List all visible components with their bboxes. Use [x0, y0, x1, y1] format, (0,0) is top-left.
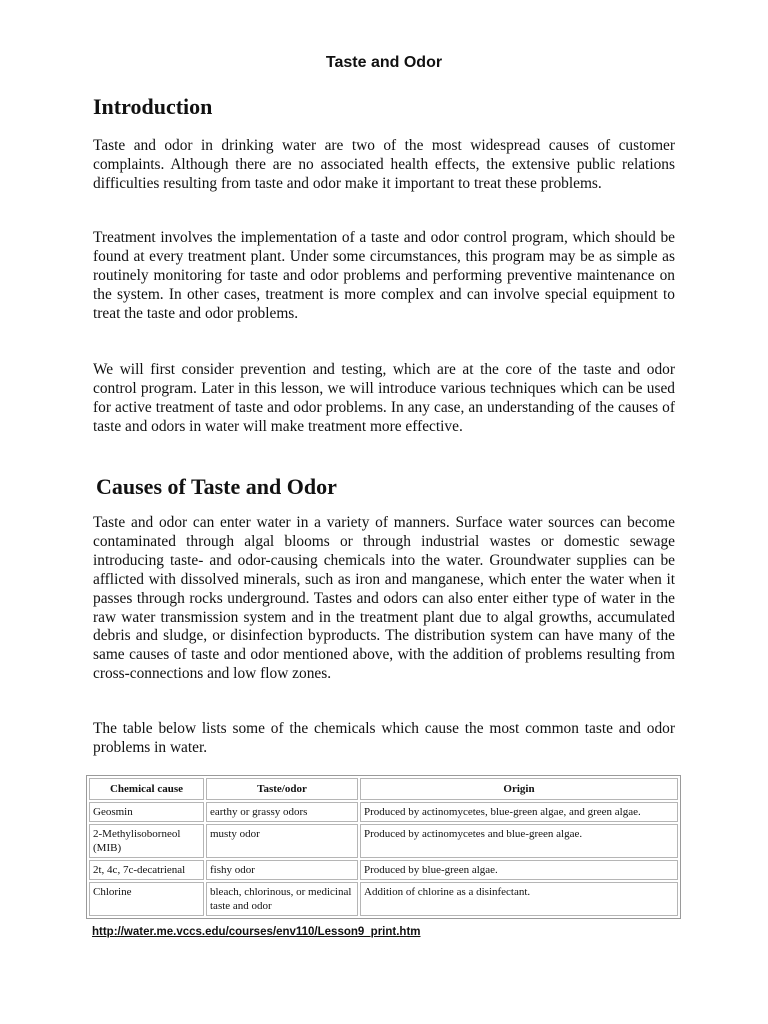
document-title: Taste and Odor: [325, 54, 443, 71]
chemical-causes-table: [86, 775, 681, 919]
table-cell: musty odor: [206, 824, 358, 858]
table-cell: 2-Methylisoborneol (MIB): [89, 824, 204, 858]
table-cell: Geosmin: [89, 802, 204, 822]
table-row: [89, 882, 678, 916]
table-cell: fishy odor: [206, 860, 358, 880]
table-row: [89, 824, 678, 858]
table-cell: 2t, 4c, 7c-decatrienal: [89, 860, 204, 880]
table-header-row: [89, 778, 678, 800]
causes-paragraph-1: Taste and odor can enter water in a variety of manners. Surface water sources can become contaminated through algal blooms or through industrial wastes or domestic sewage introducing taste- and odor-causing chemicals into the water. Groundwater supplies can be afflicted with dissolved minerals, such as iron and manganese, which enter the water when it passes through rocks underground. Tastes and odors can also enter either type of water in the raw water transmission system and in the treatment plant due to algal growths, accumulated debris and sludge, or disinfection byproducts. The distribution system can have many of the same causes of taste and odor mentioned above, with the addition of problems resulting from cross-connections and low flow zones.: [93, 514, 675, 683]
table-cell: Addition of chlorine as a disinfectant.: [360, 882, 678, 916]
intro-paragraph-1: Taste and odor in drinking water are two of the most widespread causes of customer complaints. Although there are no associated health effects, the extensive public relations difficulties resulting from taste and odor make it important to treat these problems.: [93, 137, 675, 192]
table-cell: Produced by actinomycetes and blue-green algae.: [360, 824, 678, 858]
table-cell: Produced by actinomycetes, blue-green algae, and green algae.: [360, 802, 678, 822]
table-row: [89, 860, 678, 880]
causes-paragraph-2: The table below lists some of the chemicals which cause the most common taste and odor problems in water.: [93, 720, 675, 756]
table-row: [89, 802, 678, 822]
source-link[interactable]: http://water.me.vccs.edu/courses/env110/Lesson9_print.htm: [92, 926, 421, 938]
table-cell: Produced by blue-green algae.: [360, 860, 678, 880]
column-header-origin: Origin: [360, 778, 678, 800]
table-cell: Chlorine: [89, 882, 204, 916]
column-header-taste-odor: Taste/odor: [206, 778, 358, 800]
intro-paragraph-3: We will first consider prevention and testing, which are at the core of the taste and odor control program. Later in this lesson, we will introduce various techniques which can be used for active treatment of taste and odor problems. In any case, an understanding of the causes of taste and odors in water will make treatment more effective.: [93, 361, 675, 435]
column-header-chemical-cause: Chemical cause: [89, 778, 204, 800]
causes-heading: Causes of Taste and Odor: [96, 474, 337, 499]
table-cell: bleach, chlorinous, or medicinal taste and odor: [206, 882, 358, 916]
intro-paragraph-2: Treatment involves the implementation of a taste and odor control program, which should be found at every treatment plant. Under some circumstances, this program may be as simple as routinely monitoring for taste and odor problems and performing preventive maintenance on the system. In other cases, treatment is more complex and can involve special equipment to treat the taste and odor problems.: [93, 229, 675, 322]
table-cell: earthy or grassy odors: [206, 802, 358, 822]
introduction-heading: Introduction: [93, 94, 213, 119]
